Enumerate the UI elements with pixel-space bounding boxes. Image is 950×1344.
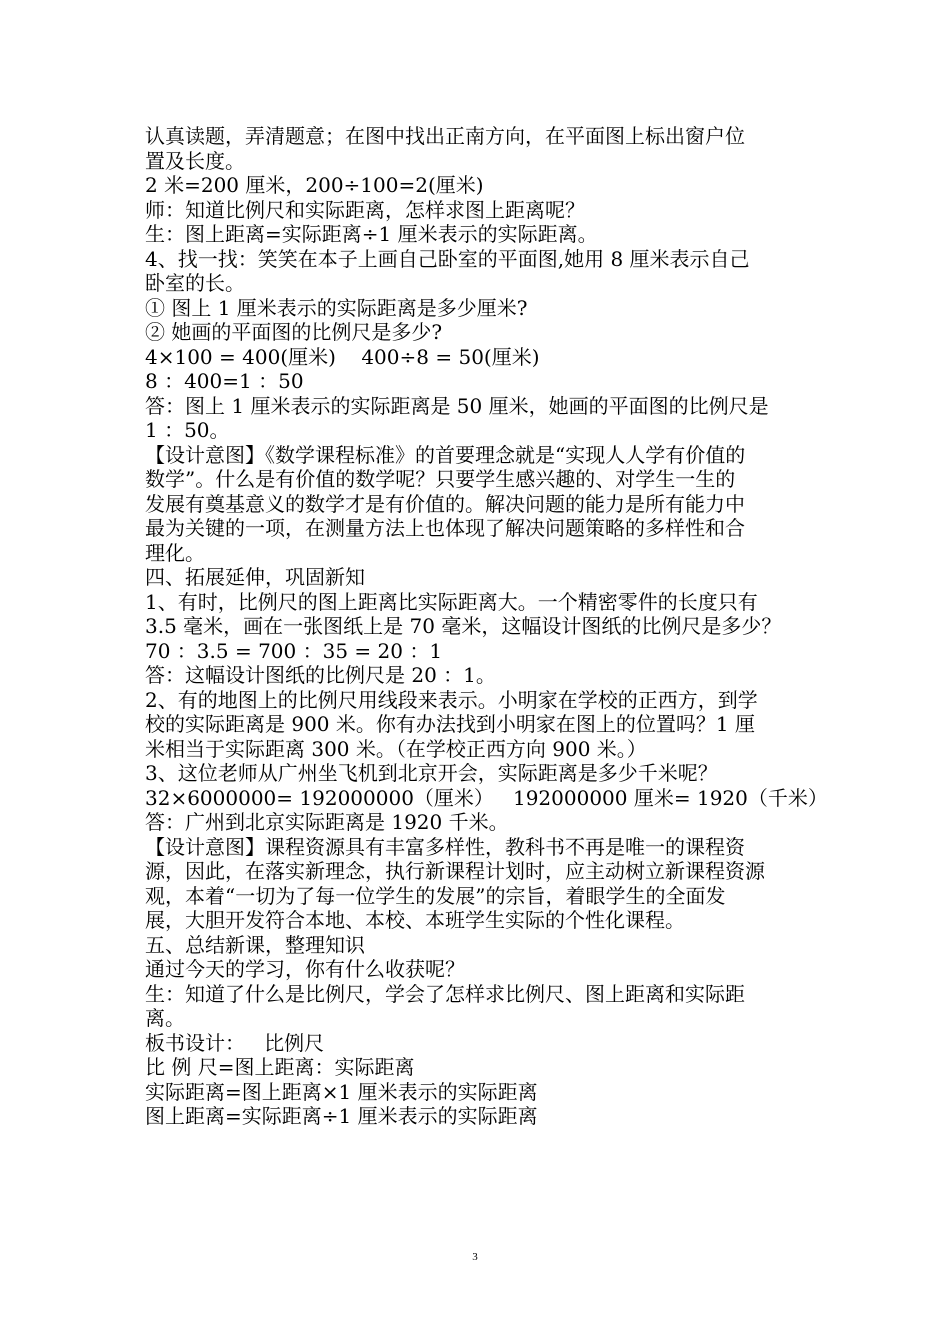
text-line: 离。 bbox=[145, 1006, 185, 1030]
text-line: 源，因此，在落实新理念，执行新课程计划时，应主动树立新课程资源 bbox=[145, 859, 765, 883]
text-line: 1 ：50。 bbox=[145, 418, 230, 442]
text-line: 米相当于实际距离 300 米。（在学校正西方向 900 米。） bbox=[145, 736, 647, 761]
document-body bbox=[145, 124, 828, 1129]
page-number: 3 bbox=[472, 1251, 478, 1263]
text-line: 答：广州到北京实际距离是 1920 千米。 bbox=[145, 810, 509, 834]
text-line: 理化。 bbox=[145, 540, 205, 565]
text-line: 生：知道了什么是比例尺，学会了怎样求比例尺、图上距离和实际距 bbox=[145, 981, 745, 1006]
text-line: 4、找一找：笑笑在本子上画自己卧室的平面图,她用 8 厘米表示自己 bbox=[145, 246, 750, 271]
text-line: 展，大胆开发符合本地、本校、本班学生实际的个性化课程。 bbox=[145, 908, 685, 932]
text-line: 校的实际距离是 900 米。你有办法找到小明家在图上的位置吗？1 厘 bbox=[145, 712, 755, 736]
text-line: 比 例 尺=图上距离：实际距离 bbox=[145, 1055, 415, 1079]
text-line: 通过今天的学习，你有什么收获呢？ bbox=[145, 957, 465, 981]
text-line: 发展有奠基意义的数学才是有价值的。解决问题的能力是所有能力中 bbox=[145, 491, 745, 516]
text-line: 【设计意图】课程资源具有丰富多样性，教科书不再是唯一的课程资 bbox=[145, 834, 745, 859]
text-line: 观，本着“一切为了每一位学生的发展”的宗旨，着眼学生的全面发 bbox=[145, 883, 726, 908]
text-line: 数学”。什么是有价值的数学呢？只要学生感兴趣的、对学生一生的 bbox=[145, 467, 736, 491]
text-line: 4×100 = 400(厘米) 400÷8 = 50(厘米) bbox=[145, 344, 540, 369]
text-line: 3.5 毫米，画在一张图纸上是 70 毫米，这幅设计图纸的比例尺是多少？ bbox=[145, 614, 782, 638]
section-heading: 四、拓展延伸，巩固新知 bbox=[145, 565, 365, 589]
text-line: 认真读题，弄清题意；在图中找出正南方向，在平面图上标出窗户位 bbox=[145, 124, 745, 148]
text-line: 32×6000000= 192000000（厘米） 192000000 厘米= 1920（千米） bbox=[145, 785, 828, 810]
text-line: 最为关键的一项，在测量方法上也体现了解决问题策略的多样性和合 bbox=[145, 516, 745, 540]
text-line: 答：图上 1 厘米表示的实际距离是 50 厘米，她画的平面图的比例尺是 bbox=[145, 393, 769, 418]
text-line: 卧室的长。 bbox=[145, 271, 245, 295]
text-line: 板书设计： 比例尺 bbox=[145, 1030, 325, 1055]
text-line: 置及长度。 bbox=[145, 148, 245, 173]
text-line: 生：图上距离=实际距离÷1 厘米表示的实际距离。 bbox=[145, 222, 598, 246]
text-line: 8 ：400=1 ：50 bbox=[145, 369, 304, 393]
text-line: 图上距离=实际距离÷1 厘米表示的实际距离 bbox=[145, 1104, 538, 1128]
text-line: 2 米=200 厘米，200÷100=2(厘米) bbox=[145, 173, 484, 197]
text-line: 实际距离=图上距离×1 厘米表示的实际距离 bbox=[145, 1079, 538, 1104]
text-line: 答：这幅设计图纸的比例尺是 20 ：1。 bbox=[145, 663, 496, 687]
text-line: 2、有的地图上的比例尺用线段来表示。小明家在学校的正西方，到学 bbox=[145, 687, 758, 712]
text-line: 1、有时，比例尺的图上距离比实际距离大。一个精密零件的长度只有 bbox=[145, 589, 758, 614]
text-line: ② 她画的平面图的比例尺是多少? bbox=[145, 320, 443, 344]
text-line: 3、这位老师从广州坐飞机到北京开会，实际距离是多少千米呢？ bbox=[145, 761, 718, 785]
text-line: ① 图上 1 厘米表示的实际距离是多少厘米? bbox=[145, 295, 528, 320]
text-line: 【设计意图】《数学课程标准》的首要理念就是“实现人人学有价值的 bbox=[145, 442, 746, 467]
text-line: 师：知道比例尺和实际距离，怎样求图上距离呢？ bbox=[145, 197, 585, 222]
section-heading: 五、总结新课，整理知识 bbox=[145, 932, 365, 957]
text-line: 70 ：3.5 = 700 ：35 = 20 ：1 bbox=[145, 638, 443, 663]
